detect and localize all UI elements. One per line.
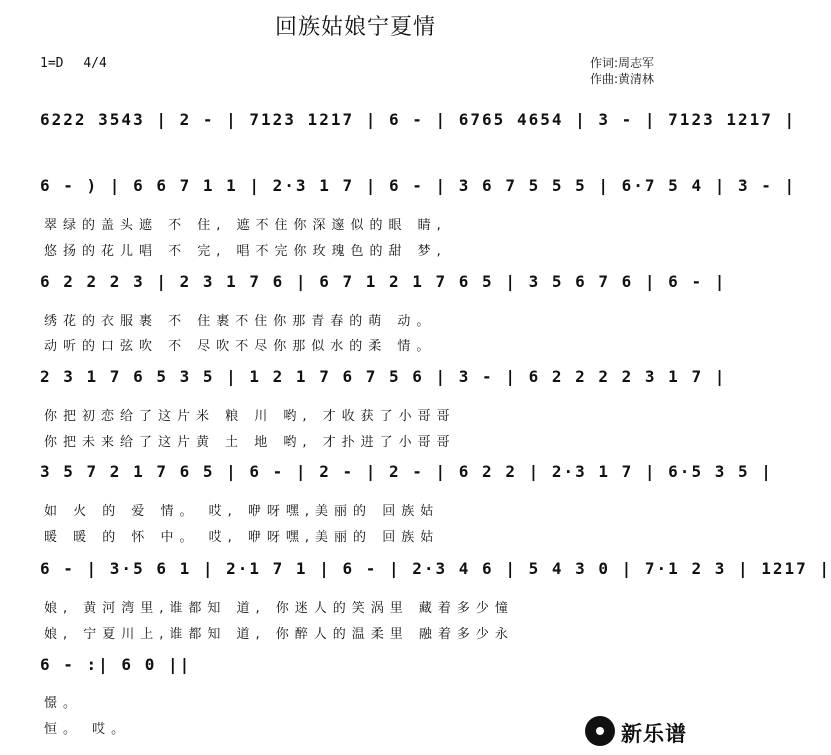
notes-line-2: 6 - ) | 6 6 7 1 1 | 2·3 1 7 | 6 - | 3 6 7 5 5 5 | 6·7 5 4 | 3 - | bbox=[40, 176, 797, 195]
lyric-line-5-verse-1: 如 火 的 爱 情。 哎, 咿呀嘿,美丽的 回族姑 bbox=[44, 504, 440, 519]
key-signature bbox=[40, 56, 107, 71]
lyric-line-6-verse-2: 娘, 宁夏川上,谁都知 道, 你醉人的温柔里 融着多少永 bbox=[44, 627, 514, 642]
site-logo bbox=[585, 716, 705, 748]
lyric-line-3-verse-2: 动听的口弦吹 不 尽吹不尽你那似水的柔 情。 bbox=[44, 339, 436, 354]
lyric-line-4-verse-1: 你把初恋给了这片米 粮 川 哟, 才收获了小哥哥 bbox=[44, 409, 456, 424]
logo-text: 新乐谱 bbox=[621, 722, 687, 746]
lyric-line-3-verse-1: 绣花的衣服裹 不 住裹不住你那青春的萌 动。 bbox=[44, 314, 436, 329]
lyricist-credit: 作词:周志军 bbox=[590, 56, 655, 70]
lyric-line-2-verse-2: 悠扬的花儿唱 不 完, 唱不完你玫瑰色的甜 梦, bbox=[44, 244, 447, 259]
notes-line-4: 2 3 1 7 6 5 3 5 | 1 2 1 7 6 7 5 6 | 3 - | 6 2 2 2 2 3 1 7 | bbox=[40, 367, 727, 386]
lyric-line-7-verse-1: 憬。 bbox=[44, 696, 83, 711]
lyric-line-4-verse-2: 你把未来给了这片黄 土 地 哟, 才扑进了小哥哥 bbox=[44, 435, 456, 450]
notes-line-6: 6 - | 3·5 6 1 | 2·1 7 1 | 6 - | 2·3 4 6 | 5 4 3 0 | 7·1 2 3 | 1217 | bbox=[40, 559, 831, 578]
notes-line-5: 3 5 7 2 1 7 6 5 | 6 - | 2 - | 2 - | 6 2 2 | 2·3 1 7 | 6·5 3 5 | bbox=[40, 462, 773, 481]
notes-line-1: 6222 3543 | 2 - | 7123 1217 | 6 - | 6765 4654 | 3 - | 7123 1217 | bbox=[40, 110, 797, 129]
lyric-line-5-verse-2: 暖 暖 的 怀 中。 哎, 咿呀嘿,美丽的 回族姑 bbox=[44, 530, 440, 545]
notes-line-7: 6 - :| 6 0 || bbox=[40, 655, 192, 674]
lyric-line-6-verse-1: 娘, 黄河湾里,谁都知 道, 你迷人的笑涡里 藏着多少憧 bbox=[44, 601, 514, 616]
composer-credit: 作曲:黄清林 bbox=[590, 72, 655, 86]
record-disc-icon bbox=[585, 716, 615, 746]
lyric-line-7-verse-2: 恒。 哎。 bbox=[44, 722, 131, 737]
lyric-line-2-verse-1: 翠绿的盖头遮 不 住, 遮不住你深邃似的眼 睛, bbox=[44, 218, 447, 233]
key-label: 1=D bbox=[40, 56, 64, 71]
time-signature: 4/4 bbox=[83, 56, 107, 71]
song-title: 回族姑娘宁夏情 bbox=[274, 15, 436, 40]
notes-line-3: 6 2 2 2 3 | 2 3 1 7 6 | 6 7 1 2 1 7 6 5 | 3 5 6 7 6 | 6 - | bbox=[40, 272, 727, 291]
